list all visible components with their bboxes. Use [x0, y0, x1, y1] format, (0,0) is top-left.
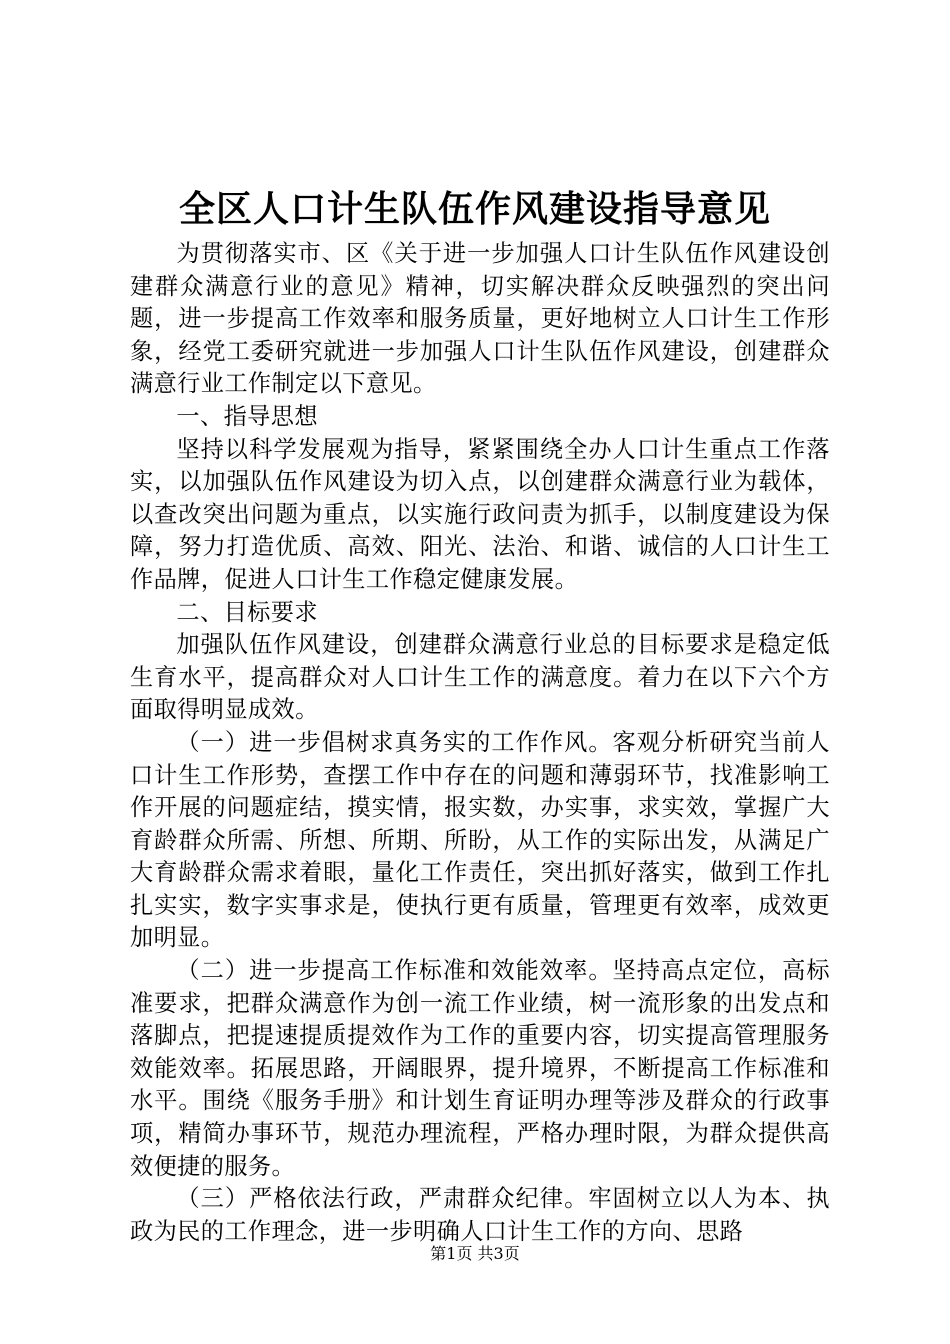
document-body [130, 238, 830, 1248]
item-1-paragraph: （一）进一步倡树求真务实的工作作风。客观分析研究当前人口计生工作形势，查摆工作中存在的问题和薄弱环节，找准影响工作开展的问题症结，摸实情，报实数，办实事，求实效，掌握广大育龄群众所需、所想、所期、所盼，从工作的实际出发，从满足广大育龄群众需求着眼，量化工作责任，突出抓好落实，做到工作扎扎实实，数字实事求是，使执行更有质量，管理更有效率，成效更加明显。 [130, 728, 830, 952]
guiding-thought-paragraph: 坚持以科学发展观为指导，紧紧围绕全办人口计生重点工作落实，以加强队伍作风建设为切入点，以创建群众满意行业为载体，以查改突出问题为重点，以实施行政问责为抓手，以制度建设为保障，努力打造优质、高效、阳光、法治、和谐、诚信的人口计生工作品牌，促进人口计生工作稳定健康发展。 [130, 435, 830, 593]
intro-paragraph: 为贯彻落实市、区《关于进一步加强人口计生队伍作风建设创建群众满意行业的意见》精神，切实解决群众反映强烈的突出问题，进一步提高工作效率和服务质量，更好地树立人口计生工作形象，经党工委研究就进一步加强人口计生队伍作风建设，创建群众满意行业工作制定以下意见。 [130, 240, 830, 398]
document-title: 全区人口计生队伍作风建设指导意见 [178, 188, 771, 230]
goals-paragraph: 加强队伍作风建设，创建群众满意行业总的目标要求是稳定低生育水平，提高群众对人口计生工作的满意度。着力在以下六个方面取得明显成效。 [130, 631, 830, 724]
section-heading-guiding-thought: 一、指导思想 [176, 402, 318, 430]
item-3-paragraph: （三）严格依法行政，严肃群众纪律。牢固树立以人为本、执政为民的工作理念，进一步明确人口计生工作的方向、思路 [130, 1185, 830, 1245]
item-2-paragraph: （二）进一步提高工作标准和效能效率。坚持高点定位，高标准要求，把群众满意作为创一流工作业绩，树一流形象的出发点和落脚点，把提速提质提效作为工作的重要内容，切实提高管理服务效能效率。拓展思路，开阔眼界，提升境界，不断提高工作标准和水平。围绕《服务手册》和计划生育证明办理等涉及群众的行政事项，精简办事环节，规范办理流程，严格办理时限，为群众提供高效便捷的服务。 [130, 957, 830, 1180]
page-number-footer: 第1页 共3页 [430, 1244, 520, 1263]
section-heading-goals: 二、目标要求 [176, 598, 318, 626]
